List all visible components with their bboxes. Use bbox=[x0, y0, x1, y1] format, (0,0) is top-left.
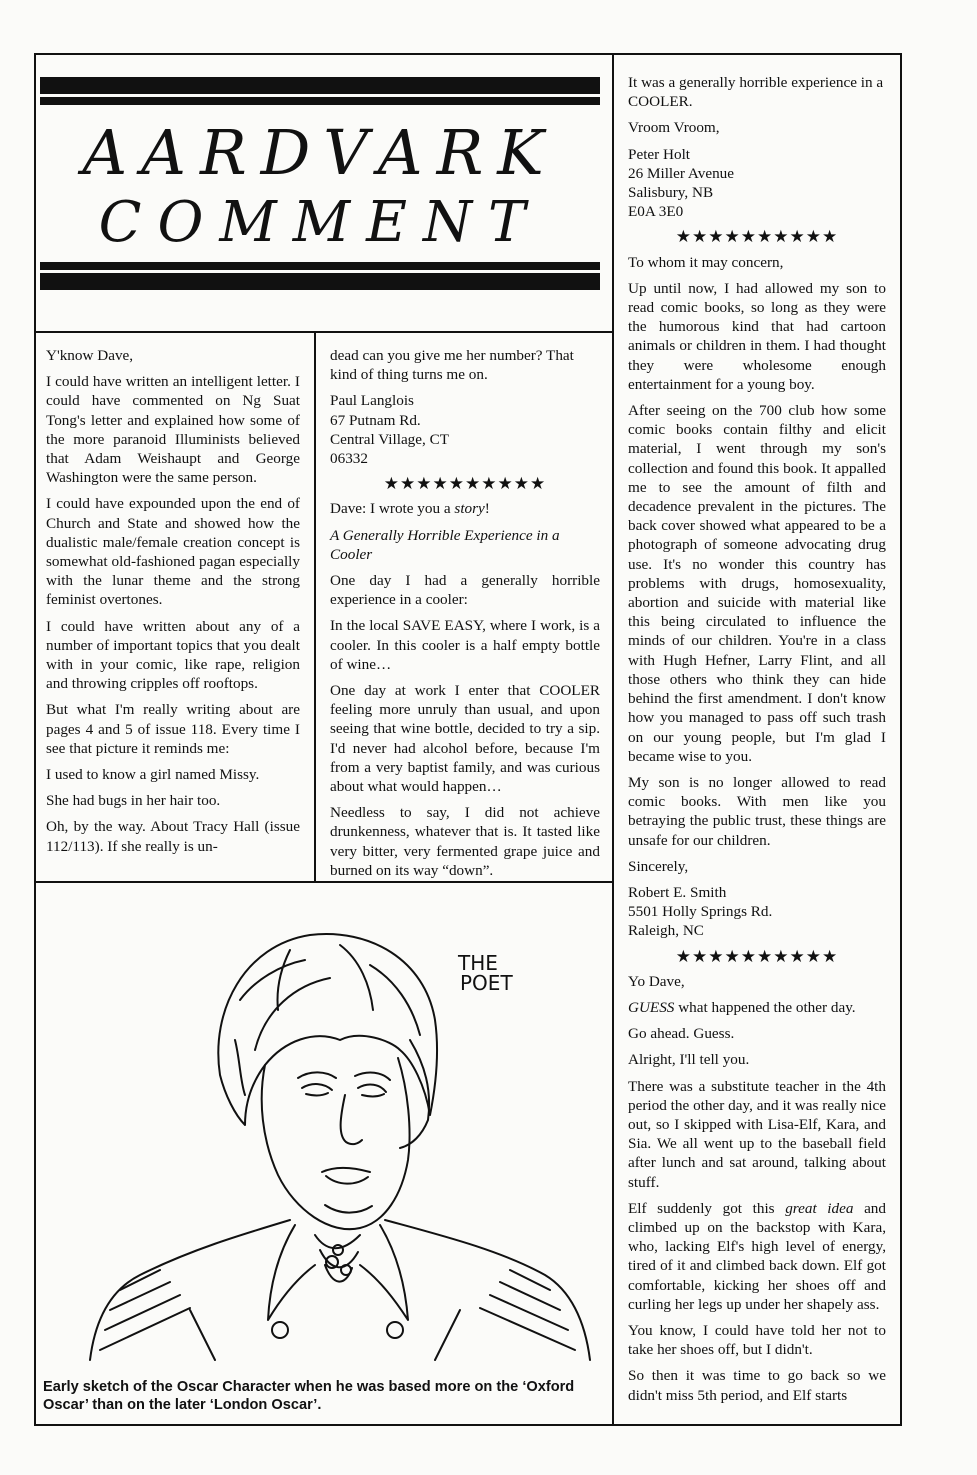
signature-line: Robert E. Smith bbox=[628, 883, 727, 901]
signature-line: Peter Holt bbox=[628, 145, 691, 163]
signature-line: 06332 bbox=[330, 450, 368, 468]
sketch-signature: THE bbox=[458, 951, 498, 975]
masthead-bar-top bbox=[40, 77, 600, 105]
letter-3-salutation: To whom it may concern, bbox=[628, 253, 784, 271]
brows bbox=[298, 1072, 390, 1080]
signature-line: 5501 Holly Springs Rd. bbox=[628, 903, 773, 921]
masthead-bar-bottom bbox=[40, 262, 600, 290]
letter-4-line-text: what happened the other day. bbox=[674, 998, 856, 1016]
middle-column bbox=[330, 346, 600, 887]
coat-button bbox=[387, 1322, 403, 1338]
letter-2-signoff: Vroom Vroom, bbox=[628, 119, 720, 137]
sketch-signature: POET bbox=[460, 971, 513, 995]
sketch-caption: Early sketch of the Oscar Character when he was based more on the ‘Oxford Oscar’ than on the later ‘London Oscar’. bbox=[43, 1379, 575, 1413]
letter-1-continuation: dead can you give me her number? That kind of thing turns me on. bbox=[330, 347, 574, 384]
letter-1-paragraph: She had bugs in her hair too. bbox=[46, 792, 221, 810]
signature-line: Raleigh, NC bbox=[628, 922, 704, 940]
letter-1-paragraph: But what I'm really writing about are pages 4 and 5 of issue 118. Every time I see that picture it reminds me: bbox=[46, 701, 300, 757]
letter-4-line: Alright, I'll tell you. bbox=[628, 1051, 750, 1069]
signature-line: Salisbury, NB bbox=[628, 184, 714, 202]
nose bbox=[341, 1095, 362, 1144]
letter-2-paragraph: One day at work I enter that COOLER feeling more unruly than usual, and upon seeing that wine bottle, decided to try a sip. I'd never had alcohol before, because I'm from a very baptist family, and was curious about what would happen… bbox=[330, 682, 600, 796]
letter-2-paragraph: One day I had a generally horrible experience in a cooler: bbox=[330, 572, 600, 609]
letter-4-emphasis: GUESS bbox=[628, 998, 675, 1016]
oscar-sketch bbox=[40, 890, 608, 1370]
letter-3-paragraph: After seeing on the 700 club how some comic books contain filthy and elicit material, I went through my son's collection and found this book. It appalled me to see the amount of filth and decadence prevalent in the pictures. The back cover showed what appeared to be a photograph of someone advocating drug use. It's no wonder this country has problems with drugs, homosexuality, abortion and suicide with material like this being circulated to influence the minds of our children. You're in a class with Hugh Hefner, Larry Flint, and all those others who think they can hide behind the first amendment. I don't know how you managed to pass off such trash on our young people, but I'm glad I became wise to you. bbox=[628, 402, 886, 765]
collar-left bbox=[268, 1225, 315, 1320]
letter-4-paragraph: You know, I could have told her not to take her shoes off, but I didn't. bbox=[628, 1321, 886, 1359]
letter-3-signature bbox=[628, 883, 886, 941]
letter-4-text: and climbed up on the backstop with Kara, who, lacking Elf's high level of energy, tired of it and climbed back down. Elf got comfortable, kicking her shoes off and curling her legs up under her shapely ass. bbox=[628, 1199, 886, 1313]
letter-1-salutation: Y'know Dave, bbox=[46, 347, 134, 364]
letter-1-paragraph: I could have expounded upon the end of Church and State and showed how the dualistic male/female creation concept is somewhat old-fashioned pagan especially with the lunar theme and the strong feminist overtones. bbox=[46, 495, 300, 609]
letter-1-signature bbox=[330, 391, 600, 468]
chin bbox=[325, 1205, 372, 1213]
masthead-title-line2: COMMENT bbox=[98, 190, 542, 255]
face-outline bbox=[262, 1058, 410, 1229]
star-separator: ★★★★★★★★★★ bbox=[675, 227, 839, 247]
right-eye bbox=[358, 1085, 386, 1097]
mouth bbox=[322, 1168, 370, 1184]
letter-4-paragraph bbox=[628, 1199, 886, 1314]
story-title-text: A Generally Horrible Experience in a Cooler bbox=[330, 526, 560, 563]
coat-hatching bbox=[100, 1270, 575, 1360]
letter-2-story-title bbox=[330, 526, 600, 564]
letter-1-paragraph: I could have written an intelligent letter. I could have commented on Ng Suat Tong's letter and explained how some of the more paranoid Illuminists believed that Adam Weishaupt and George Washington were the same person. bbox=[46, 373, 300, 487]
right-column bbox=[628, 73, 886, 1412]
letter-4-line bbox=[628, 998, 886, 1017]
letter-2-intro-emphasis: story bbox=[454, 500, 485, 518]
letter-4-line: Go ahead. Guess. bbox=[628, 1025, 735, 1043]
letter-1-column bbox=[46, 346, 300, 863]
letter-2-paragraph: In the local SAVE EASY, where I work, is a cooler. In this cooler is a half empty bottle of wine… bbox=[330, 617, 600, 673]
signature-line: 67 Putnam Rd. bbox=[330, 411, 421, 429]
signature-line: E0A 3E0 bbox=[628, 203, 684, 221]
signature-line: 26 Miller Avenue bbox=[628, 164, 735, 182]
letter-4-paragraph: There was a substitute teacher in the 4th period the other day, and it was really nice out, so I skipped with Lisa-Elf, Kara, and Sia. We all went up to the baseball field after lunch and sat around, talking about stuff. bbox=[628, 1077, 886, 1191]
star-separator: ★★★★★★★★★★ bbox=[675, 946, 839, 966]
letter-2-intro-text: Dave: I wrote you a bbox=[330, 500, 455, 518]
letter-4-paragraph: So then it was time to go back so we didn't miss 5th period, and Elf starts bbox=[628, 1367, 886, 1404]
letter-4-text: Elf suddenly got this bbox=[628, 1199, 786, 1217]
letter-2-closing: It was a generally horrible experience in a COOLER. bbox=[628, 74, 884, 111]
signature-line: Central Village, CT bbox=[330, 430, 450, 448]
letter-2-paragraph: Needless to say, I did not achieve drunkenness, whatever that is. It tasted like very bitter, very fermented grape juice and burned on its way “down”. bbox=[330, 804, 600, 879]
signature-line: Paul Langlois bbox=[330, 392, 414, 410]
coat-button bbox=[272, 1322, 288, 1338]
letter-1-paragraph: I used to know a girl named Missy. bbox=[46, 766, 260, 784]
letter-1-paragraph: Oh, by the way. About Tracy Hall (issue 112/113). If she really is un- bbox=[46, 818, 300, 855]
cravat-swirl bbox=[333, 1245, 343, 1255]
letter-2-intro bbox=[330, 499, 600, 518]
letter-3-paragraph: Up until now, I had allowed my son to read comic books, so long as they were the humorous kind that had cartoon animals or children in them. I had thought they were wholesome enough entertainment for a young boy. bbox=[628, 279, 886, 393]
letter-3-paragraph: My son is no longer allowed to read comic books. With men like you betraying the public trust, these things are unsafe for our children. bbox=[628, 773, 886, 849]
letter-2-signature bbox=[628, 145, 886, 222]
letter-2-intro-end: ! bbox=[484, 500, 490, 518]
star-separator: ★★★★★★★★★★ bbox=[383, 474, 547, 494]
left-eye bbox=[302, 1084, 332, 1095]
letter-4-emphasis: great idea bbox=[785, 1199, 854, 1217]
letter-3-signoff: Sincerely, bbox=[628, 857, 689, 875]
masthead-title-line1: AARDVARK bbox=[82, 116, 558, 189]
letter-1-paragraph: I could have written about any of a number of important topics that you dealt with in your comic, like rape, religion and throwing cripples off rooftops. bbox=[46, 617, 300, 693]
collar-right bbox=[360, 1225, 408, 1320]
hair-outline bbox=[218, 934, 437, 1125]
letter-4-salutation: Yo Dave, bbox=[628, 972, 685, 990]
